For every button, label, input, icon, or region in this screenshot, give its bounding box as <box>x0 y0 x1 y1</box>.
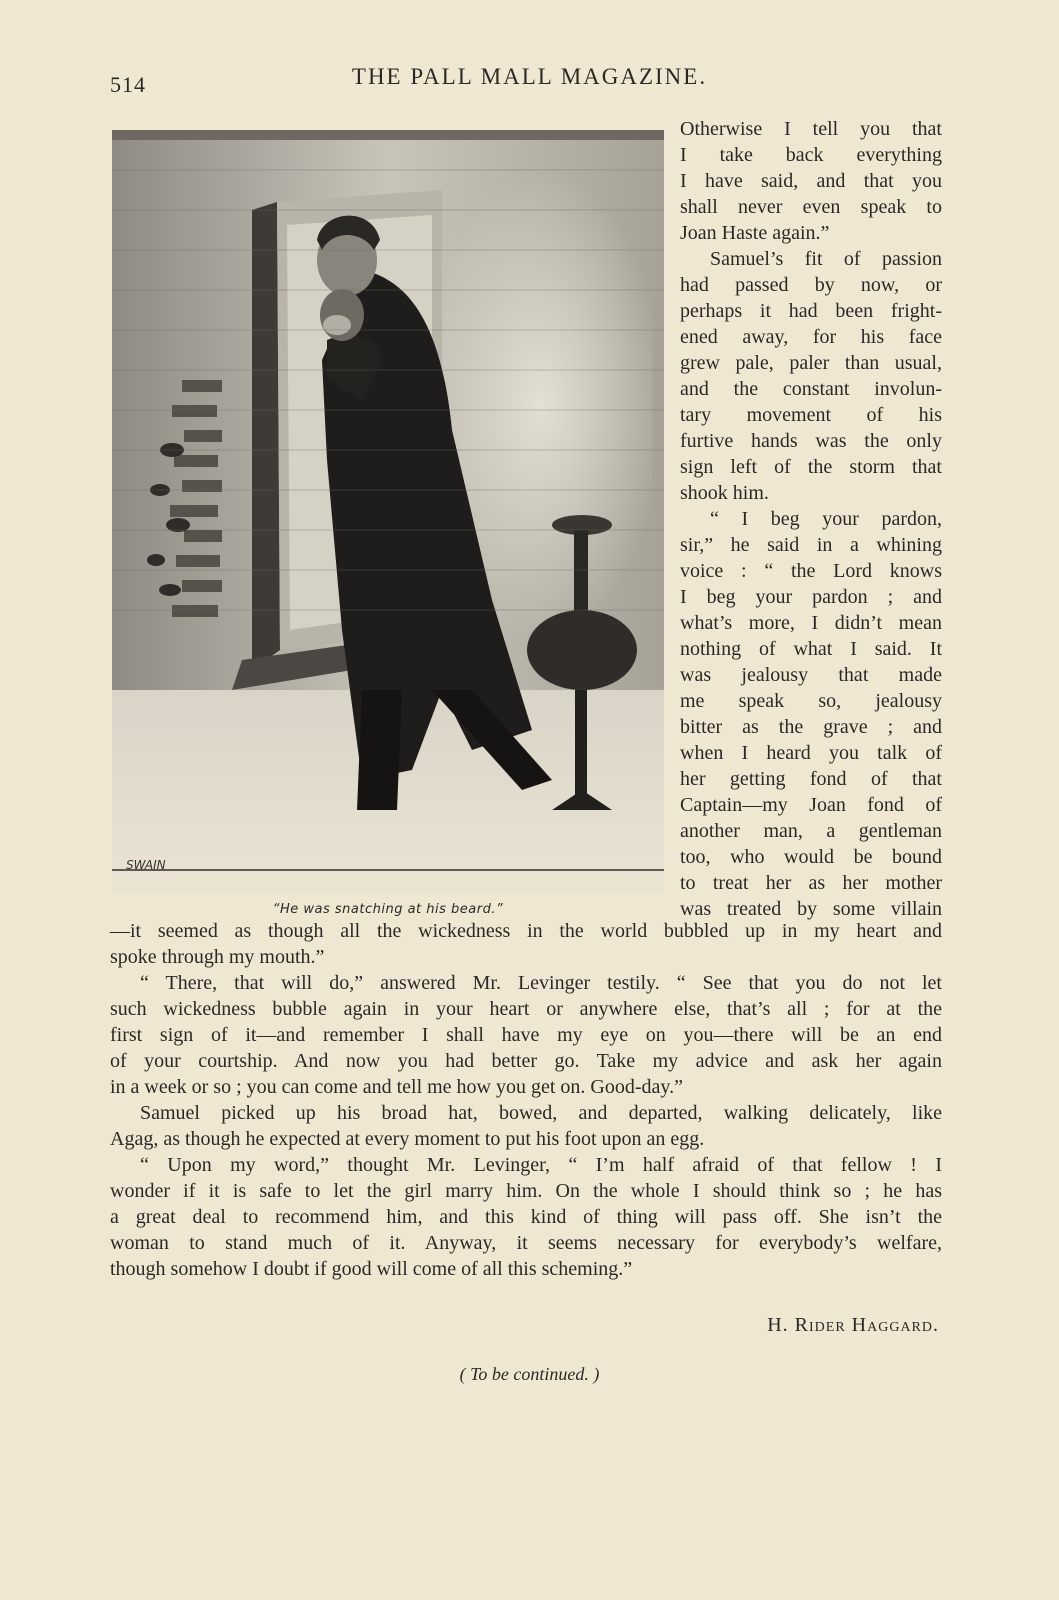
text-line: had passed by now, or <box>680 274 942 296</box>
text-line: was treated by some villain <box>680 898 942 920</box>
text-line: when I heard you talk of <box>680 742 942 764</box>
text-line: was jealousy that made <box>680 664 942 686</box>
text-line: what’s more, I didn’t mean <box>680 612 942 634</box>
author-signature: H. Rider Haggard. <box>767 1314 939 1336</box>
text-line: another man, a gentleman <box>680 820 942 842</box>
text-line: Otherwise I tell you that <box>680 118 942 140</box>
text-line: her getting fond of that <box>680 768 942 790</box>
text-line: such wickedness bubble again in your heart or anywhere else, that’s all ; for at the <box>110 998 942 1020</box>
text-line: sign left of the storm that <box>680 456 942 478</box>
text-line: too, who would be bound <box>680 846 942 868</box>
text-line: spoke through my mouth.” <box>110 946 325 968</box>
text-line: “ I beg your pardon, <box>710 508 942 530</box>
text-line: though somehow I doubt if good will come of all this scheming.” <box>110 1258 633 1280</box>
text-line: shall never even speak to <box>680 196 942 218</box>
text-line: I take back everything <box>680 144 942 166</box>
text-line: Joan Haste again.” <box>680 222 830 244</box>
artist-signature: SWAIN <box>126 858 166 872</box>
text-line: Captain—my Joan fond of <box>680 794 942 816</box>
text-line: of your courtship. And now you had better go. Take my advice and ask her again <box>110 1050 942 1072</box>
running-head: THE PALL MALL MAGAZINE. <box>351 64 708 89</box>
right-column-text <box>680 116 942 922</box>
page-number: 514 <box>110 72 146 97</box>
text-line: Agag, as though he expected at every moment to put his foot upon an egg. <box>110 1128 705 1150</box>
text-line: nothing of what I said. It <box>680 638 942 660</box>
text-line: Samuel picked up his broad hat, bowed, and departed, walking delicately, like <box>140 1102 942 1124</box>
text-line: and the constant involun- <box>680 378 942 400</box>
text-line: I have said, and that you <box>680 170 942 192</box>
text-line: me speak so, jealousy <box>680 690 942 712</box>
text-line: voice : “ the Lord knows <box>680 560 942 582</box>
text-line: “ There, that will do,” answered Mr. Levinger testily. “ See that you do not let <box>140 972 942 994</box>
illustration-engraving <box>112 130 664 894</box>
text-line: in a week or so ; you can come and tell me how you get on. Good-day.” <box>110 1076 683 1098</box>
text-line: wonder if it is safe to let the girl marry him. On the whole I should think so ; he has <box>110 1180 942 1202</box>
text-line: “ Upon my word,” thought Mr. Levinger, “ I’m half afraid of that fellow ! I <box>140 1154 942 1176</box>
text-line: grew pale, paler than usual, <box>680 352 942 374</box>
text-line: to treat her as her mother <box>680 872 942 894</box>
to-be-continued: ( To be continued. ) <box>459 1364 600 1384</box>
text-line: tary movement of his <box>680 404 942 426</box>
text-line: shook him. <box>680 482 769 504</box>
full-width-text <box>110 918 942 1282</box>
text-line: —it seemed as though all the wickedness in the world bubbled up in my heart and <box>110 920 942 942</box>
text-line: ened away, for his face <box>680 326 942 348</box>
text-line: sir,” he said in a whining <box>680 534 942 556</box>
text-line: I beg your pardon ; and <box>680 586 942 608</box>
text-line: perhaps it had been fright- <box>680 300 942 322</box>
text-line: furtive hands was the only <box>680 430 942 452</box>
text-line: first sign of it—and remember I shall have my eye on you—there will be an end <box>110 1024 942 1046</box>
text-line: bitter as the grave ; and <box>680 716 942 738</box>
text-line: Samuel’s fit of passion <box>710 248 942 270</box>
illustration <box>112 130 664 894</box>
text-line: woman to stand much of it. Anyway, it seems necessary for everybody’s welfare, <box>110 1232 942 1254</box>
text-line: a great deal to recommend him, and this kind of thing will pass off. She isn’t the <box>110 1206 942 1228</box>
illustration-caption: “He was snatching at his beard.” <box>272 902 504 917</box>
